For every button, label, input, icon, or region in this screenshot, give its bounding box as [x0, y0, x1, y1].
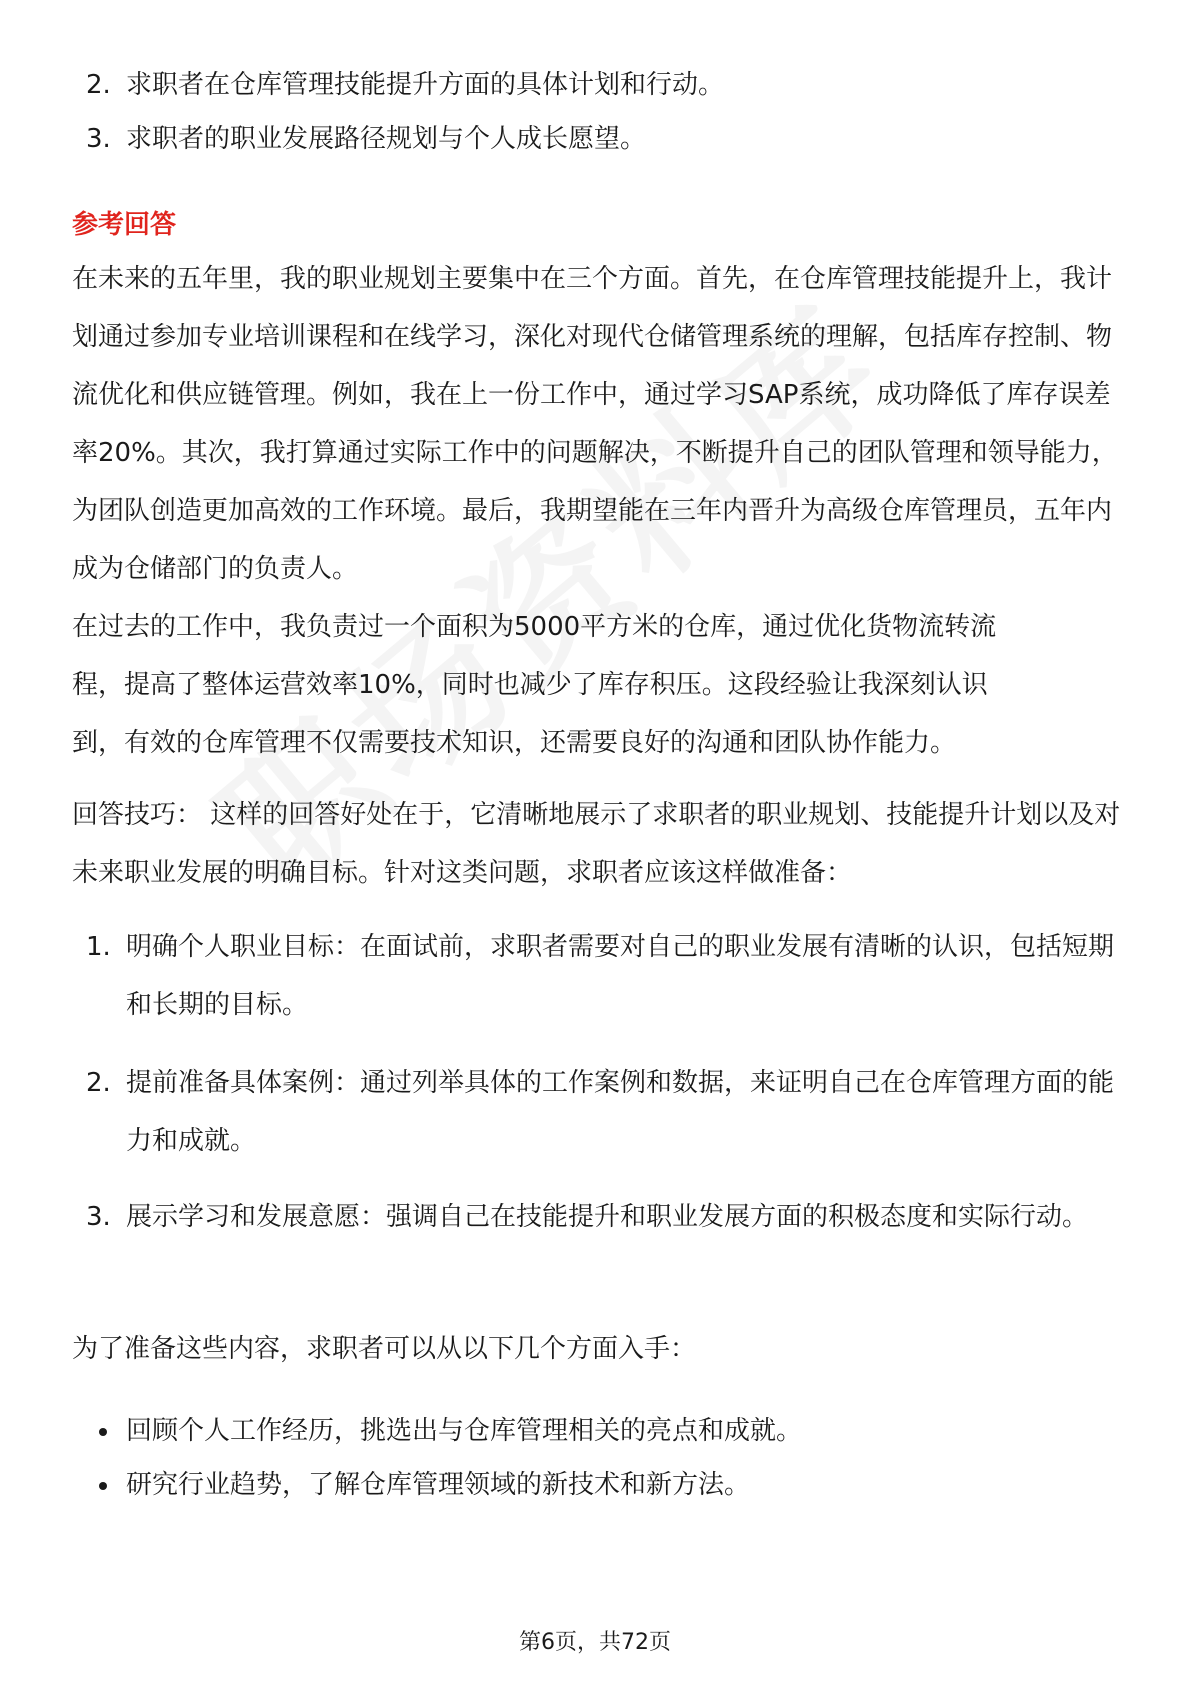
- answer-paragraph-2: 在过去的工作中，我负责过一个面积为5000平方米的仓库，通过优化货物流转流程，提高了整体运营效率10%，同时也减少了库存积压。这段经验让我深刻认识到，有效的仓库管理不仅需要技术知识，还需要良好的沟通和团队协作能力。: [72, 612, 997, 758]
- prep-paragraph: 为了准备这些内容，求职者可以从以下几个方面入手：: [72, 1334, 697, 1364]
- bullet-item: [72, 1456, 1122, 1514]
- list-text: 展示学习和发展意愿：强调自己在技能提升和职业发展方面的积极态度和实际行动。: [126, 1202, 1089, 1232]
- bullet-icon: [99, 1428, 107, 1436]
- list-number: 3.: [86, 124, 111, 154]
- list-text: 求职者在仓库管理技能提升方面的具体计划和行动。: [126, 70, 725, 100]
- list-number: 2.: [86, 1068, 111, 1098]
- list-text: 明确个人职业目标：在面试前，求职者需要对自己的职业发展有清晰的认识，包括短期和长期的目标。: [126, 932, 1115, 1020]
- tip-list-item: [72, 1188, 1122, 1246]
- list-text: 求职者的职业发展路径规划与个人成长愿望。: [126, 124, 647, 154]
- bullet-icon: [99, 1482, 107, 1490]
- question-list-item: [72, 56, 1122, 114]
- bullet-text: 研究行业趋势，了解仓库管理领域的新技术和新方法。: [126, 1470, 751, 1500]
- answer-paragraph-1: 在未来的五年里，我的职业规划主要集中在三个方面。首先，在仓库管理技能提升上，我计划通过参加专业培训课程和在线学习，深化对现代仓储管理系统的理解，包括库存控制、物流优化和供应链管理。例如，我在上一份工作中，通过学习SAP系统，成功降低了库存误差率20%。其次，我打算通过实际工作中的问题解决，不断提升自己的团队管理和领导能力，为团队创造更加高效的工作环境。最后，我期望能在三年内晋升为高级仓库管理员，五年内成为仓储部门的负责人。: [72, 264, 1118, 584]
- question-list-item: [72, 110, 1122, 168]
- list-number: 2.: [86, 70, 111, 100]
- tips-paragraph: 回答技巧： 这样的回答好处在于，它清晰地展示了求职者的职业规划、技能提升计划以及对未来职业发展的明确目标。针对这类问题，求职者应该这样做准备：: [72, 800, 1121, 888]
- list-number: 1.: [86, 932, 111, 962]
- section-title: 参考回答: [72, 210, 177, 240]
- bullet-item: [72, 1402, 1122, 1460]
- bullet-text: 回顾个人工作经历，挑选出与仓库管理相关的亮点和成就。: [126, 1416, 803, 1446]
- tip-list-item: [72, 1054, 1122, 1170]
- list-number: 3.: [86, 1202, 111, 1232]
- list-text: 提前准备具体案例：通过列举具体的工作案例和数据，来证明自己在仓库管理方面的能力和成就。: [126, 1068, 1115, 1156]
- page-footer: 第6页，共72页: [519, 1630, 671, 1655]
- tip-list-item: [72, 918, 1122, 1034]
